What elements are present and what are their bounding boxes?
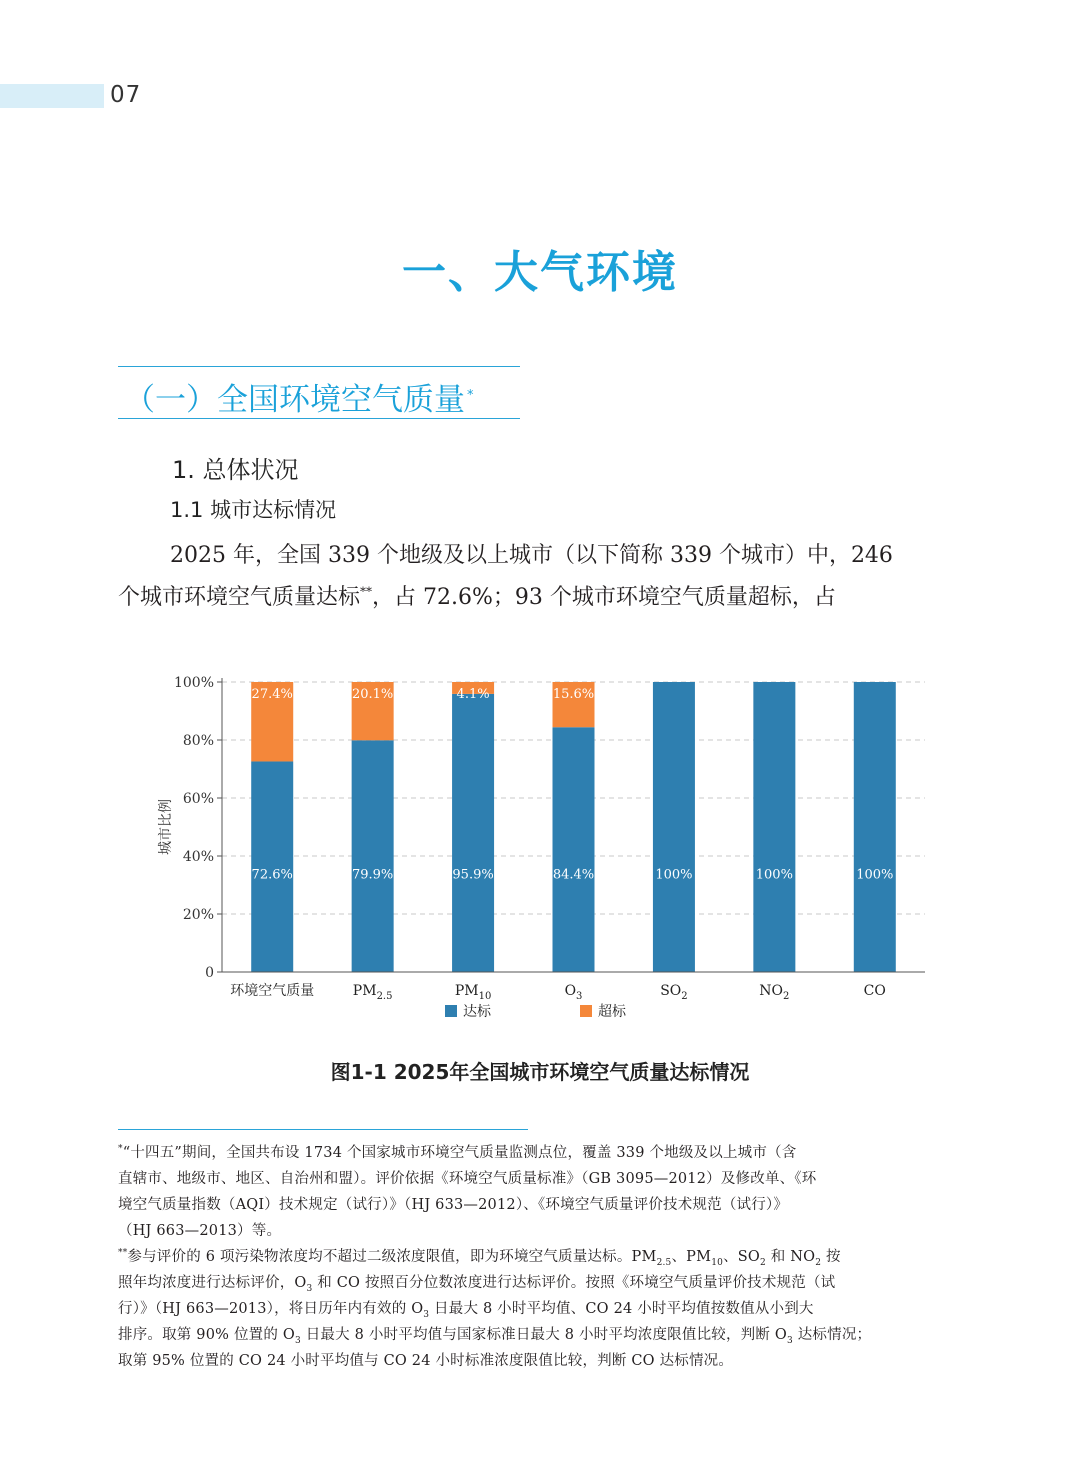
fn2-l1b: 、PM <box>671 1249 712 1265</box>
legend-swatch <box>580 1005 592 1017</box>
y-tick-label: 80% <box>182 733 214 749</box>
body-line-2-end: ，占 72.6%；93 个城市环境空气质量超标，占 <box>372 585 836 610</box>
footnote-2-line-3 <box>118 1297 814 1320</box>
page-number: 07 <box>110 82 142 108</box>
y-tick-label: 100% <box>173 675 214 691</box>
footnote-1-mark: * <box>118 1144 123 1155</box>
y-tick-label: 20% <box>182 907 214 923</box>
bar-compliant <box>753 682 795 972</box>
bar-compliant <box>452 694 494 972</box>
bar-compliant <box>854 682 896 972</box>
y-axis-title: 城市比例 <box>158 799 174 855</box>
fn2-l1-sub3: 2 <box>759 1257 766 1268</box>
footnote-1-text-1: “十四五”期间，全国共布设 1734 个国家城市环境空气质量监测点位，覆盖 339 个地级及以上城市（含 <box>122 1145 797 1161</box>
footnote-1-line-4: （HJ 663—2013）等。 <box>118 1223 282 1239</box>
fn2-l1c: 、SO <box>723 1249 760 1265</box>
y-tick-label: 60% <box>182 791 214 807</box>
x-tick-label: $PM_{2.5}$ <box>352 983 393 1002</box>
section-rule-bottom <box>118 418 520 419</box>
data-label-compliant: 79.9% <box>351 867 394 883</box>
fn2-l1-sub4: 2 <box>815 1257 822 1268</box>
chart-legend <box>445 1003 627 1020</box>
data-label-compliant: 95.9% <box>452 867 494 883</box>
fn2-l3-sub1: 3 <box>423 1309 430 1320</box>
footnote-1-line-2: 直辖市、地级市、地区、自治州和盟）。评价依据《环境空气质量标准》（GB 3095—2012）及修改单、《环 <box>118 1171 817 1187</box>
fn2-l3a: 行）》（HJ 663—2013），将日历年内有效的 O <box>118 1301 424 1317</box>
fn2-l3b: 日最大 8 小时平均值、CO 24 小时平均值按数值从小到大 <box>429 1301 814 1317</box>
subheading-city-compliance: 1.1 城市达标情况 <box>170 498 337 522</box>
bar-compliant <box>553 727 595 972</box>
section-rule-top <box>118 366 520 367</box>
section-footnote-mark: * <box>467 387 474 403</box>
x-tick-label: $SO_2$ <box>660 983 688 1002</box>
legend-label: 超标 <box>598 1004 626 1020</box>
footnote-2-line-4 <box>118 1323 871 1346</box>
legend-swatch <box>445 1005 457 1017</box>
footnote-2-mark: ** <box>118 1248 128 1259</box>
data-label-compliant: 100% <box>655 867 693 883</box>
fn2-l4-sub2: 3 <box>786 1335 793 1346</box>
section-title <box>124 374 474 419</box>
data-label-compliant: 72.6% <box>251 867 293 883</box>
body-line-2-start: 个城市环境空气质量达标 <box>118 585 361 610</box>
fn2-l1a: 参与评价的 6 项污染物浓度均不超过二级浓度限值，即为环境空气质量达标。PM <box>127 1249 657 1265</box>
fn2-l2-sub1: 3 <box>306 1283 313 1294</box>
data-label-exceeded: 20.1% <box>351 687 394 702</box>
footnote-1-line-3: 境空气质量指数（AQI）技术规定（试行）》（HJ 633—2012）、《环境空气质量评价技术规范（试行）》 <box>118 1197 789 1213</box>
y-tick-label: 0 <box>205 965 214 981</box>
footnote-1-line-1 <box>118 1141 796 1162</box>
data-label-compliant: 100% <box>856 867 894 883</box>
fn2-l4-sub1: 3 <box>294 1335 301 1346</box>
bar-compliant <box>352 740 394 972</box>
fn2-l1-sub2: 10 <box>711 1257 724 1268</box>
x-tick-label: $PM_{10}$ <box>454 983 492 1002</box>
data-label-compliant: 100% <box>755 867 793 883</box>
fn2-l2a: 照年均浓度进行达标评价，O <box>118 1275 307 1291</box>
figure-caption: 图1-1 2025年全国城市环境空气质量达标情况 <box>330 1060 750 1084</box>
fn2-l4c: 达标情况； <box>792 1327 872 1343</box>
x-tick-label: 环境空气质量 <box>230 983 315 999</box>
bar-compliant <box>653 682 695 972</box>
fn2-l1-sub1: 2.5 <box>656 1257 672 1268</box>
footnote-2-line-2 <box>118 1271 835 1294</box>
footnote-2-line-5: 取第 95% 位置的 CO 24 小时平均值与 CO 24 小时标准浓度限值比较，判断 CO 达标情况。 <box>118 1353 734 1369</box>
y-tick-label: 40% <box>182 849 214 865</box>
body-footnote-mark: ** <box>360 584 373 599</box>
data-label-compliant: 84.4% <box>552 867 595 883</box>
x-tick-label: $O_3$ <box>564 983 583 1002</box>
data-label-exceeded: 15.6% <box>552 687 595 702</box>
footnote-2-line-1 <box>118 1245 841 1268</box>
fn2-l1e: 按 <box>821 1249 841 1265</box>
footnote-rule <box>118 1129 528 1130</box>
x-tick-label: $NO_2$ <box>759 983 790 1002</box>
data-label-exceeded: 27.4% <box>251 687 293 702</box>
body-line-2 <box>118 580 836 611</box>
x-tick-label: CO <box>863 983 886 999</box>
page-number-band <box>0 84 104 108</box>
section-title-text: （一）全国环境空气质量 <box>124 382 465 418</box>
fn2-l4b: 日最大 8 小时平均值与国家标准日最大 8 小时平均浓度限值比较，判断 O <box>300 1327 787 1343</box>
data-label-exceeded: 4.1% <box>456 687 490 702</box>
chapter-title: 一、大气环境 <box>402 247 678 298</box>
compliance-bar-chart <box>150 664 940 1040</box>
fn2-l4a: 排序。取第 90% 位置的 O <box>118 1327 295 1343</box>
chart-bars <box>251 682 896 972</box>
subheading-overall: 1. 总体状况 <box>172 456 299 484</box>
fn2-l2b: 和 CO 按照百分位数浓度进行达标评价。按照《环境空气质量评价技术规范（试 <box>312 1275 836 1291</box>
fn2-l1d: 和 NO <box>765 1249 816 1265</box>
body-line-1: 2025 年，全国 339 个地级及以上城市（以下简称 339 个城市）中，246 <box>170 543 893 568</box>
legend-label: 达标 <box>463 1004 491 1020</box>
